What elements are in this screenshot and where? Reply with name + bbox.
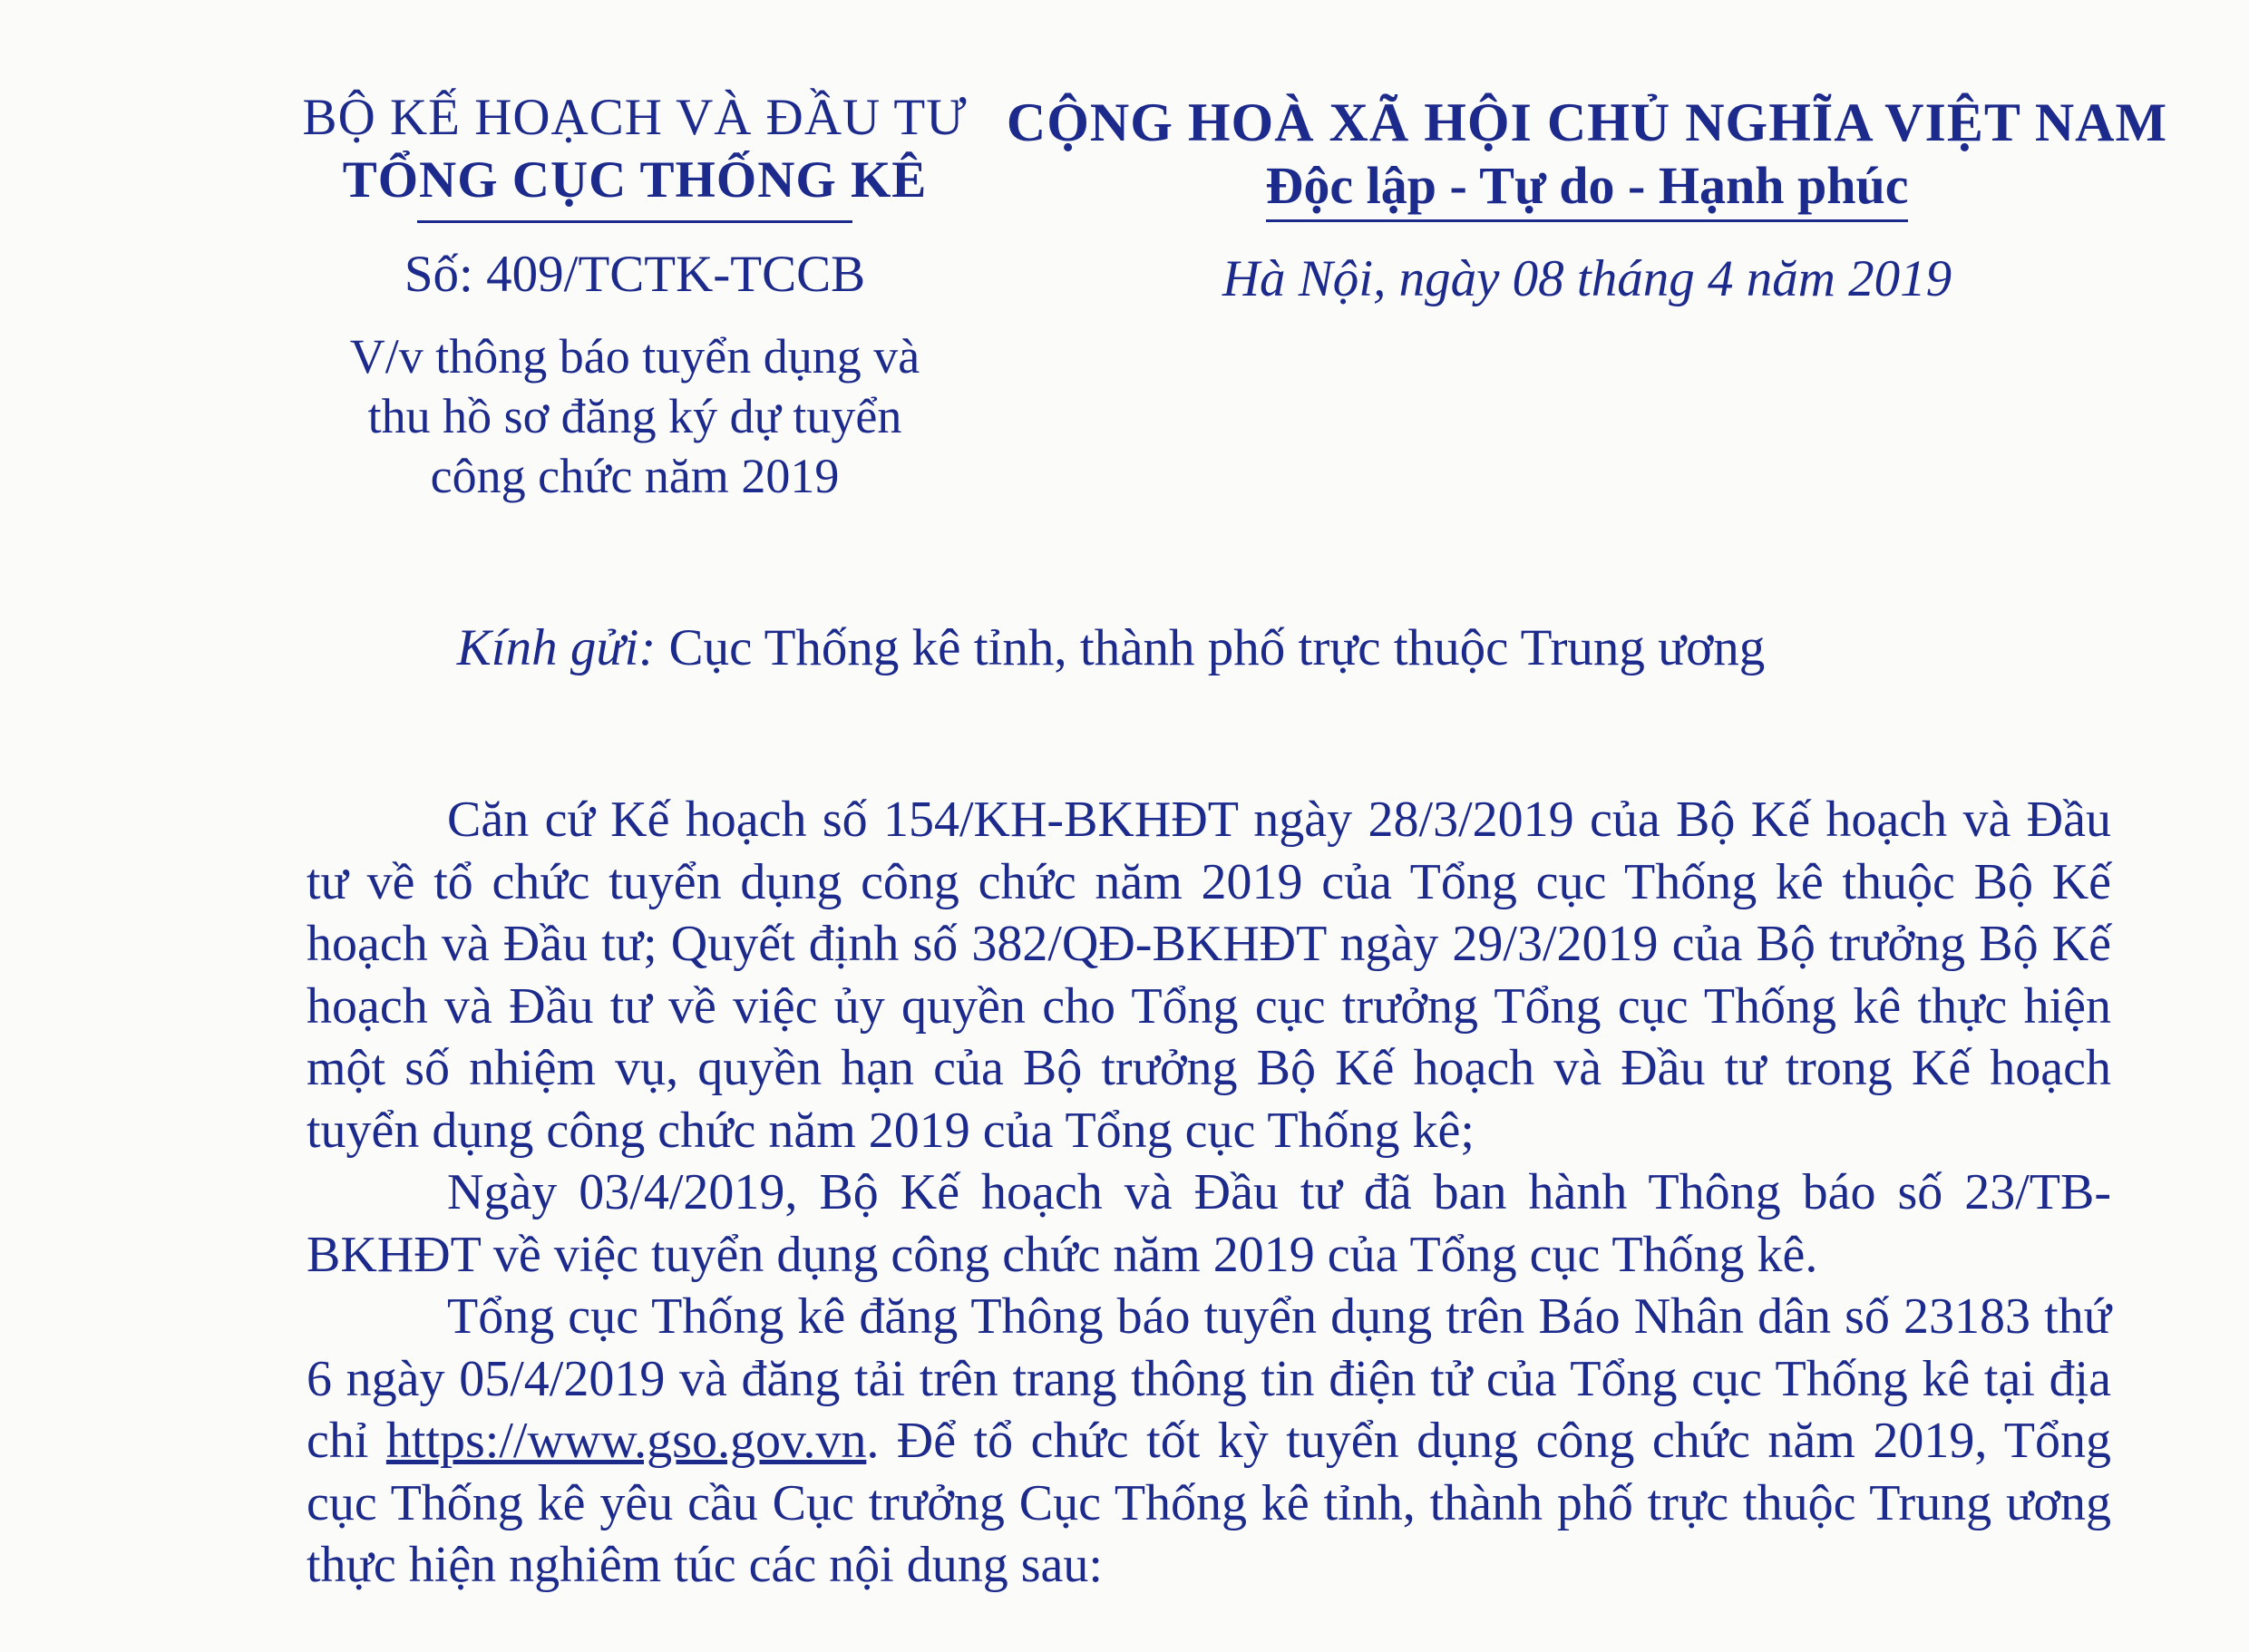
issuing-agency-block [272,86,998,506]
body-paragraph: Ngày 03/4/2019, Bộ Kế hoạch và Đầu tư đã ban hành Thông báo số 23/TB-BKHĐT về việc tuyển dụng công chức năm 2019 của Tổng cục Thống kê. [307,1164,2111,1283]
website-link[interactable]: https://www.gso.gov.vn [385,1413,867,1469]
body-paragraph: Căn cứ Kế hoạch số 154/KH-BKHĐT ngày 28/3/2019 của Bộ Kế hoạch và Đầu tư về tổ chức tuyển dụng công chức năm 2019 của Tổng cục Thống kê thuộc Bộ Kế hoạch và Đầu tư; Quyết định số 382/QĐ-BKHĐT ngày 29/3/2019 của Bộ trưởng Bộ Kế hoạch và Đầu tư về việc ủy quyền cho Tổng cục trưởng Tổng cục Thống kê thực hiện một số nhiệm vụ, quyền hạn của Bộ trưởng Bộ Kế hoạch và Đầu tư trong Kế hoạch tuyển dụng công chức năm 2019 của Tổng cục Thống kê; [307,792,2111,1159]
paragraph-text: Tổng cục Thống kê đăng Thông báo tuyển dụng trên Báo Nhân dân số 23183 thứ 6 ngày 05/4/2019 và đăng tải trên trang thông tin điện tử của Tổng cục Thống kê tại địa chỉ [307,1288,2111,1469]
subject-line: V/v thông báo tuyển dụng và [349,329,920,384]
body-paragraph [307,1286,2111,1597]
agency-underline [417,220,852,223]
letter-body [307,789,2111,1597]
agency-name: TỔNG CỤC THỐNG KÊ [342,151,928,209]
document-subject [272,326,998,506]
document-number: Số: 409/TCTK-TCCB [404,246,866,303]
national-header-block [998,91,2176,311]
place-and-date: Hà Nội, ngày 08 tháng 4 năm 2019 [1222,250,1952,307]
recipient-line [0,617,2068,680]
recipient-name: Cục Thống kê tỉnh, thành phố trực thuộc Trung ương [668,619,1766,676]
nation-title: CỘNG HOÀ XÃ HỘI CHỦ NGHĨA VIỆT NAM [1006,92,2168,152]
national-motto: Độc lập - Tự do - Hạnh phúc [1266,156,1909,222]
subject-line: thu hồ sơ đăng ký dự tuyển [367,389,902,443]
paragraph-text: . Để tổ chức tốt kỳ tuyển dụng công chức năm 2019, Tổng cục Thống kê yêu cầu Cục trưởng Cục Thống kê tỉnh, thành phố trực thuộc Trung ương thực hiện nghiêm túc các nội dung sau: [307,1413,2111,1593]
subject-line: công chức năm 2019 [430,449,840,503]
ministry-name: BỘ KẾ HOẠCH VÀ ĐẦU TƯ [302,89,968,146]
recipient-label: Kính gửi: [456,619,657,676]
